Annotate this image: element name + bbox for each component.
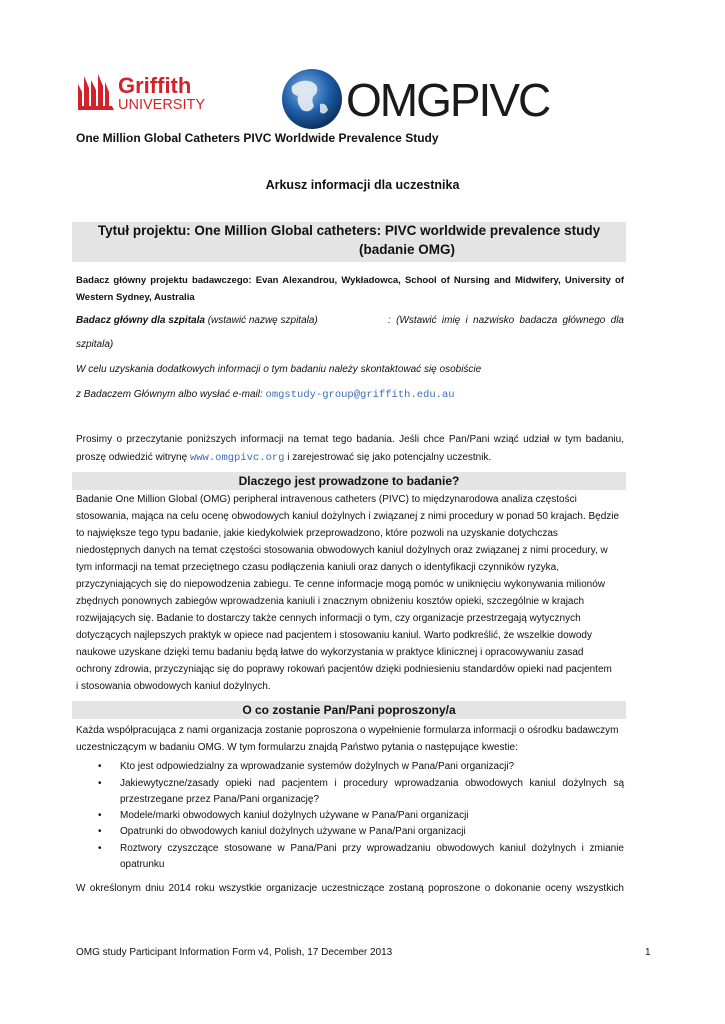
footer-text: OMG study Participant Information Form v4, Polish, 17 December 2013 <box>76 947 393 958</box>
griffith-university-logo <box>76 72 226 112</box>
section-why-line: dotyczących najlepszych praktyk w opiece nad pacjentem i stosowaniu kaniul. Warto podkreślić, że wszelkie dowody <box>76 630 592 641</box>
closing-line: W określonym dniu 2014 roku wszystkie organizacje uczestniczące zostaną poproszone o dokonanie oceny wszystkich <box>76 883 624 894</box>
section-why-heading: Dlaczego jest prowadzone to badanie? <box>72 472 626 490</box>
section-why-line: zbędnych ponownych zabiegów wprowadzenia kaniuli i znacznym obniżeniu kosztów opieki, szczególnie w krajach <box>76 596 585 607</box>
bullet-item: Roztwory czyszczące stosowane w Pana/Pani przy wprowadzaniu obwodowych kaniul dożylnych i zmianie <box>120 843 624 854</box>
bullet-item: Kto jest odpowiedzialny za wprowadzanie systemów dożylnych w Pana/Pani organizacji? <box>120 761 515 772</box>
project-title-line1: Tytuł projektu: One Million Global catheters: PIVC worldwide prevalence study <box>97 223 601 238</box>
website-link[interactable]: www.omgpivc.org <box>189 452 285 464</box>
bullet-item-cont: opatrunku <box>120 859 165 870</box>
university-name: UNIVERSITY <box>118 97 206 112</box>
bullet-marker: • <box>98 761 102 772</box>
bullet-marker: • <box>98 826 102 837</box>
bullet-item-cont: przestrzegane przez Pana/Pani organizację? <box>120 794 320 805</box>
email-link[interactable]: omgstudy-group@griffith.edu.au <box>265 389 455 401</box>
griffith-name: Griffith <box>118 73 192 98</box>
bullet-marker: • <box>98 778 102 789</box>
contact-line: W celu uzyskania dodatkowych informacji o tym badaniu należy skontaktować się osobiście <box>76 364 482 375</box>
section-why-line: ochrony zdrowia, przyczyniając się do poprawy rokowań pacjentów dzięki podniesieniu standardów opieki nad pacjentem <box>76 664 612 675</box>
section-why-body <box>76 491 624 695</box>
section-why-line: stosowania, mająca na celu ocenę obwodowych kaniul dożylnych i związanej z nimi procedury w ponad 50 krajach. Będzie <box>76 511 620 522</box>
sheet-title: Arkusz informacji dla uczestnika <box>265 178 460 192</box>
bullet-item: Jakiewytyczne/zasady opieki nad pacjentem i procedury wprowadzania obwodowych kaniul dożylnych są <box>120 778 624 789</box>
email-prefix: z Badaczem Głównym albo wysłać e-mail: <box>76 389 263 400</box>
researcher-name-placeholder: : (Wstawić imię i nazwisko badacza głównego dla <box>388 315 624 326</box>
section-why-line: i stosowania obwodowych kaniul dożylnych. <box>76 681 271 692</box>
researcher-name-placeholder-cont: szpitala) <box>76 339 114 350</box>
omgpivc-wordmark: OMGPIVC <box>346 74 550 126</box>
bullet-item: Opatrunki do obwodowych kaniul dożylnych używane w Pana/Pani organizacji <box>120 826 466 837</box>
main-researcher-line2: Western Sydney, Australia <box>76 292 195 303</box>
bullet-marker: • <box>98 810 102 821</box>
intro-line1: Prosimy o przeczytanie poniższych informacji na temat tego badania. Jeśli chce Pan/Pani wziąć udział w tym badaniu, <box>76 434 624 445</box>
hospital-name-placeholder: (wstawić nazwę szpitala) <box>207 315 318 326</box>
email-row <box>76 386 624 404</box>
section-why-line: Badanie One Million Global (OMG) peripheral intravenous catheters (PIVC) to międzynarodowa analiza częstości <box>76 494 577 505</box>
section-asked-intro-line2: uczestniczącym w badaniu OMG. W tym formularzu znajdą Państwo pytania o następujące kwestie: <box>76 742 518 753</box>
study-subtitle: One Million Global Catheters PIVC Worldwide Prevalence Study <box>76 131 439 145</box>
bullet-item: Modele/marki obwodowych kaniul dożylnych używane w Pana/Pani organizacji <box>120 810 469 821</box>
page-number: 1 <box>645 947 651 958</box>
section-asked-heading: O co zostanie Pan/Pani poproszony/a <box>72 701 626 719</box>
section-asked-intro-line1: Każda współpracująca z nami organizacja zostanie poproszona o wypełnienie formularza informacji o ośrodku badawczym <box>76 725 619 736</box>
intro-line2-suffix: i zarejestrować się jako potencjalny uczestnik. <box>287 452 492 463</box>
omgpivc-logo <box>272 68 552 130</box>
hospital-researcher-label: Badacz główny dla szpitala <box>76 315 205 326</box>
section-why-line: niedostępnych danych na temat częstości stosowania obwodowych kaniul dożylnych oraz związanej z nimi procedury, w <box>76 545 608 556</box>
project-title-line2: (badanie OMG) <box>359 242 456 257</box>
section-why-line: przyczyniających się do niepowodzenia zabiegu. Te cenne informacje mogą pomóc w uniknięciu wykonywania milionów <box>76 579 605 590</box>
intro-line2-prefix: proszę odwiedzić witrynę <box>76 452 188 463</box>
main-researcher-line1: Badacz główny projektu badawczego: Evan Alexandrou, Wykładowca, School of Nursing and Midwifery, University of <box>76 275 624 286</box>
section-why-line: rozwijających się. Badanie to dostarczy także cennych informacji o tym, czy organizacje przestrzegają wytycznych <box>76 613 581 624</box>
section-why-line: tym informacji na temat przeciętnego czasu podłączenia kaniuli oraz danych o identyfikacji czynników ryzyka, <box>76 562 560 573</box>
griffith-flame-icon <box>76 72 226 112</box>
section-why-line: naukowe uzyskane dzięki temu badaniu będą łatwe do wykorzystania w praktyce klinicznej i opracowywaniu zasad <box>76 647 584 658</box>
section-why-line: to największe tego typu badanie, jakie kiedykolwiek przeprowadzono, które pozwoli na uzyskanie dotychczas <box>76 528 558 539</box>
intro-line2 <box>76 449 624 467</box>
bullet-marker: • <box>98 843 102 854</box>
